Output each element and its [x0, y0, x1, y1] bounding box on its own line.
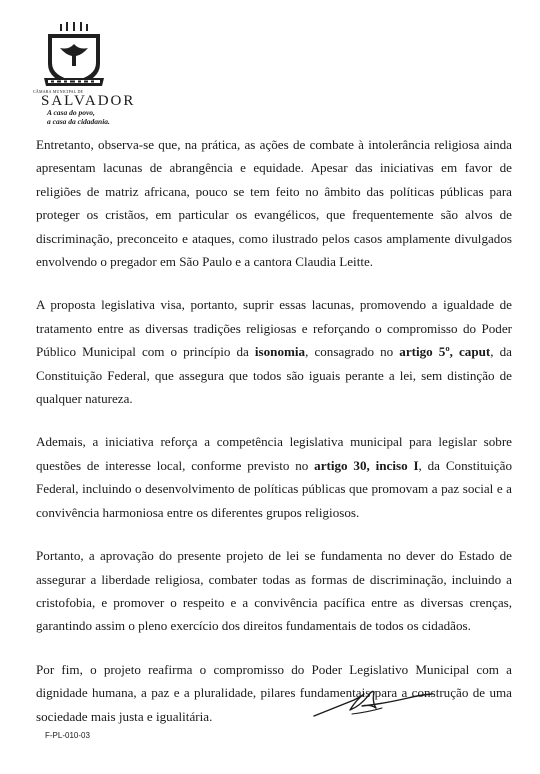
- text-run: A proposta legislativa visa, portanto, suprir essas lacunas, promovendo a igualdade de tratamento entre as diversas tradições religiosas e reforçando o compromisso do Poder Público Municipal com o princípio da: [36, 297, 512, 360]
- text-run: Entretanto, observa-se que, na prática, as ações de combate à intolerância religiosa ainda apresentam lacunas de abrangência e equidade. Apesar das iniciativas em favor de religiões de matriz africana, pouco se tem feito no âmbito das políticas públicas para proteger os cristãos, em particular os evangélicos, que frequentemente são alvos de discriminação, preconceito e ataques, como ilustrado pelos casos amplamente divulgados envolvendo o pregador em São Paulo e a cantora Claudia Leitte.: [36, 137, 512, 270]
- text-run: Portanto, a aprovação do presente projeto de lei se fundamenta no dever do Estado de assegurar a liberdade religiosa, combater todas as formas de discriminação, incluindo a cristofobia, e promover o respeito e a convivência pacífica entre as diversas crenças, garantindo assim o pleno exercício dos direitos fundamentais de todos os cidadãos.: [36, 548, 512, 634]
- body-paragraph: [36, 658, 512, 728]
- motto: [47, 109, 133, 126]
- text-run: , consagrado no: [305, 344, 400, 360]
- form-code: F-PL-010-03: [45, 731, 90, 740]
- text-run: , da Constituição Federal, que assegura que todos são iguais perante a lei, sem distinção de qualquer natureza.: [36, 344, 512, 407]
- text-run: Por fim, o projeto reafirma o compromisso do Poder Legislativo Municipal com a dignidade humana, a paz e a pluralidade, pilares fundamentais para a construção de uma sociedade mais justa e igualitária.: [36, 661, 512, 724]
- municipal-crest-icon: [42, 22, 106, 88]
- text-run: Ademais, a iniciativa reforça a competência legislativa municipal para legislar sobre questões de interesse local, conforme previsto no: [36, 434, 512, 473]
- body-paragraph: [36, 544, 512, 638]
- institution-line: CÂMARA MUNICIPAL DE: [33, 89, 84, 94]
- motto-line-1: A casa do povo,: [47, 108, 95, 117]
- city-name: SALVADOR: [41, 93, 136, 109]
- bold-text-run: artigo 30, inciso I: [314, 457, 419, 473]
- body-paragraph: [36, 133, 512, 273]
- body-text: [36, 133, 512, 728]
- body-paragraph: [36, 430, 512, 524]
- bold-text-run: artigo 5º, caput: [399, 344, 491, 360]
- handwritten-signature: [312, 686, 434, 722]
- letterhead: [33, 22, 136, 126]
- body-paragraph: [36, 293, 512, 410]
- motto-line-2: a casa da cidadania.: [47, 116, 110, 126]
- bold-text-run: isonomia: [254, 344, 306, 360]
- text-run: , da Constituição Federal, incluindo o desenvolvimento de políticas públicas que promovam a paz social e a convivência harmoniosa entre os diferentes grupos religiosos.: [36, 457, 513, 520]
